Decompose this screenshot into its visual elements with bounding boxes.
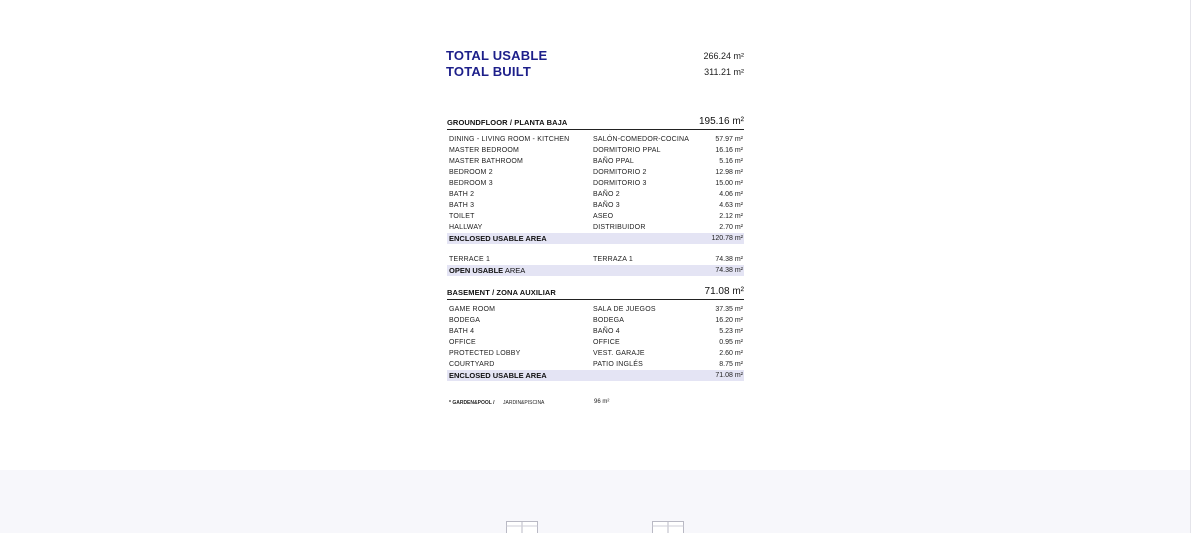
room-name-en: PROTECTED LOBBY [449,350,521,357]
room-name-es: VEST. GARAJE [593,350,645,357]
room-name-es: BAÑO PPAL [593,158,634,165]
room-name-en: OFFICE [449,339,476,346]
room-area: 37.35 m² [715,306,743,313]
room-area: 2.60 m² [719,350,743,357]
table-row [447,167,744,178]
room-name-en: MASTER BATHROOM [449,158,524,165]
basement-header [447,286,744,300]
table-row [447,359,744,370]
total-usable-row [446,48,744,64]
room-name-en: TOILET [449,213,475,220]
total-built-value: 311.21 m² [704,67,744,77]
room-area: 5.16 m² [719,158,743,165]
table-row [447,222,744,233]
room-name-en: MASTER BEDROOM [449,147,520,154]
total-usable-label: TOTAL USABLE [446,48,548,63]
room-area: 0.95 m² [719,339,743,346]
room-name-es: DORMITORIO 3 [593,180,647,187]
room-name-es: BAÑO 3 [593,202,620,209]
groundfloor-header [447,116,744,130]
room-name-en: BEDROOM 3 [449,180,493,187]
room-name-es: ASEO [593,213,614,220]
total-built-row [446,64,744,80]
groundfloor-enclosed-summary [447,233,744,244]
room-area: 16.16 m² [715,147,743,154]
area-schedule-sheet [446,48,744,407]
room-name-en: BEDROOM 2 [449,169,493,176]
total-usable-value: 266.24 m² [703,51,744,61]
room-name-en: BATH 3 [449,202,475,209]
room-name-en: BATH 2 [449,191,475,198]
table-row [447,337,744,348]
floorplan-thumbnail-icon[interactable] [506,521,538,533]
groundfloor-rows [447,130,744,276]
totals-block [446,48,744,82]
room-name-es: DISTRIBUIDOR [593,224,646,231]
groundfloor-section [447,116,744,276]
room-area: 2.12 m² [719,213,743,220]
enclosed-usable-label: ENCLOSED USABLE AREA [449,371,547,380]
bottom-band [0,470,1191,533]
room-name-en: DINING - LIVING ROOM - KITCHEN [449,136,570,143]
basement-enclosed-summary [447,370,744,381]
room-name-es: DORMITORIO PPAL [593,147,661,154]
room-area: 15.00 m² [715,180,743,187]
table-row [447,178,744,189]
room-name-es: OFFICE [593,339,620,346]
room-area: 57.97 m² [715,136,743,143]
enclosed-usable-value: 71.08 m² [715,372,743,379]
basement-section [447,286,744,381]
basement-rows [447,300,744,381]
footnote-label-en: * GARDEN&POOL / [449,400,495,406]
total-built-label: TOTAL BUILT [446,64,532,79]
groundfloor-open-summary [447,265,744,276]
room-area: 74.38 m² [715,256,743,263]
table-row [447,189,744,200]
room-name-es: BODEGA [593,317,625,324]
open-usable-label-bold: OPEN USABLE [449,266,504,275]
room-name-en: HALLWAY [449,224,483,231]
table-row [447,145,744,156]
table-row [447,134,744,145]
room-name-es: DORMITORIO 2 [593,169,647,176]
open-usable-label-rest: AREA [503,266,526,275]
room-name-en: COURTYARD [449,361,495,368]
room-area: 16.20 m² [715,317,743,324]
room-name-en: TERRACE 1 [449,256,491,263]
open-usable-label [449,266,525,275]
table-row [447,211,744,222]
room-name-en: BATH 4 [449,328,475,335]
footnote-value: 96 m² [594,399,610,405]
floorplan-thumbnail-icon[interactable] [652,521,684,533]
room-area: 4.63 m² [719,202,743,209]
open-usable-value: 74.38 m² [715,267,743,274]
basement-title: BASEMENT / ZONA AUXILIAR [447,288,556,297]
table-row [447,304,744,315]
room-area: 8.75 m² [719,361,743,368]
groundfloor-total: 195.16 m² [698,116,744,127]
room-area: 12.98 m² [715,169,743,176]
basement-total: 71.08 m² [704,286,744,297]
room-name-es: BAÑO 2 [593,191,620,198]
groundfloor-title: GROUNDFLOOR / PLANTA BAJA [447,118,568,127]
room-area: 4.06 m² [719,191,743,198]
table-row [447,200,744,211]
room-name-es: BAÑO 4 [593,328,620,335]
table-row [447,326,744,337]
room-name-es: SALA DE JUEGOS [593,306,656,313]
table-row [447,315,744,326]
room-name-es: SALÓN-COMEDOR-COCINA [593,136,690,143]
room-area: 2.70 m² [719,224,743,231]
room-area: 5.23 m² [719,328,743,335]
room-name-en: GAME ROOM [449,306,496,313]
table-row [447,348,744,359]
enclosed-usable-label: ENCLOSED USABLE AREA [449,234,547,243]
footnote-label-es: JARDIN&PISCINA [503,400,545,406]
garden-pool-footnote [446,397,744,407]
room-name-en: BODEGA [449,317,481,324]
table-row [447,156,744,167]
enclosed-usable-value: 120.78 m² [711,235,743,242]
room-name-es: PATIO INGLÉS [593,361,643,368]
table-row [447,254,744,265]
room-name-es: TERRAZA 1 [593,256,633,263]
